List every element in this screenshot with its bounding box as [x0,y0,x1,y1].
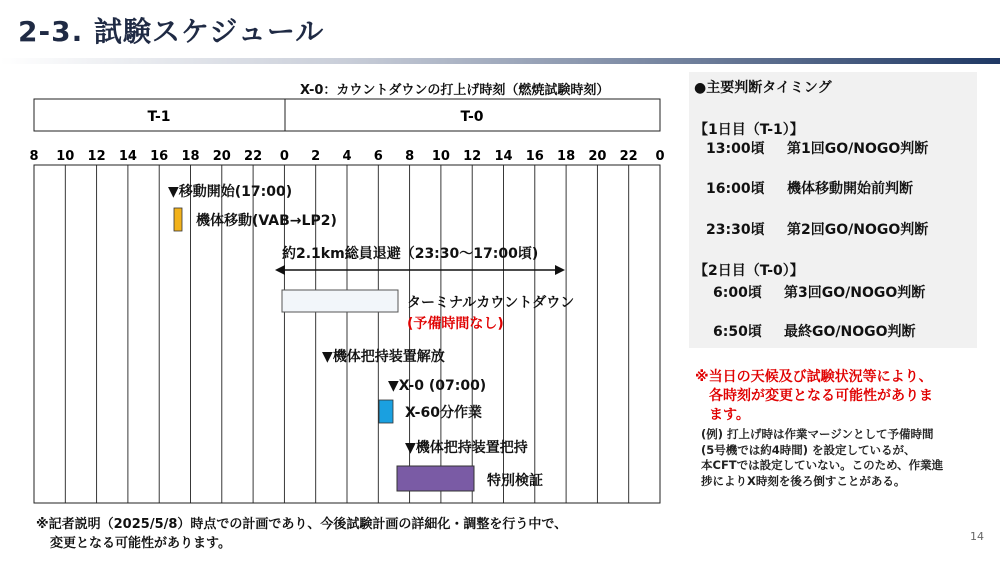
hour-tick-label: 20 [588,149,607,164]
day1-item-text: 機体移動開始前判断 [787,181,913,197]
move-label: 機体移動(VAB→LP2) [196,213,337,229]
example-line: (5号機では約4時間) を設定しているが、 [701,442,916,457]
day2-item-time: 6:50頃 [713,324,762,340]
day1-item-text: 第1回GO/NOGO判断 [787,141,929,157]
countdown-note: (予備時間なし) [407,316,504,332]
warning-line: 各時刻が変更となる可能性がありま [709,388,933,404]
hour-tick-label: 22 [619,149,638,164]
example-line: 捗によりX時刻を後ろ倒すことがある。 [701,473,906,488]
hour-tick-label: 14 [494,149,513,164]
example-line: (例) 打上げ時は作業マージンとして予備時間 [701,427,934,441]
day2-heading: 【2日目（T-0）】 [694,263,804,279]
hour-tick-label: 14 [118,149,137,164]
warning-line: ます。 [709,407,750,423]
countdown-label: ターミナルカウントダウン [407,295,575,311]
day-label-t-0: T-0 [460,109,484,125]
hour-tick-label: 12 [463,149,482,164]
x0-marker: ▼X-0 (07:00) [388,378,487,394]
day1-item-time: 23:30頃 [706,222,765,238]
hour-tick-label: 6 [373,149,383,164]
schedule-change-warning [695,368,933,425]
hour-tick-label: 4 [342,149,352,164]
move-start-marker: ▼移動開始(17:00) [168,184,293,200]
day1-item-time: 16:00頃 [706,181,765,197]
evacuation-label: 約2.1km総員退避（23:30～17:00頃) [282,246,539,262]
hour-tick-label: 20 [212,149,231,164]
day-label-t-1: T-1 [147,109,171,125]
hour-tick-label: 8 [405,149,415,164]
day2-item-text: 最終GO/NOGO判断 [784,324,916,340]
x60-bar [379,400,393,423]
hour-tick-label: 2 [311,149,321,164]
day-header-box [34,99,660,131]
hour-tick-label: 16 [150,149,169,164]
footnote [36,515,567,553]
evacuation-arrow-left-head [275,265,285,275]
x0-definition-note: X-0：カウントダウンの打上げ時刻（燃焼試験時刻） [300,83,610,98]
x60-label: X-60分作業 [405,405,482,421]
example-note [701,427,943,489]
hour-tick-label: 22 [244,149,263,164]
footnote-line: ※記者説明（2025/5/8）時点での計画であり、今後試験計画の詳細化・調整を行う中で、 [36,517,568,532]
hour-tick-label: 16 [525,149,544,164]
hour-tick-label: 8 [29,149,39,164]
hour-tick-label: 0 [279,149,289,164]
move-bar [174,208,182,231]
grid-lines [65,165,628,503]
hour-tick-label: 0 [655,149,665,164]
hour-tick-label: 12 [87,149,106,164]
warning-line: ※当日の天候及び試験状況等により、 [695,369,933,385]
evacuation-arrow-right-head [555,265,565,275]
day2-item-text: 第3回GO/NOGO判断 [784,285,926,301]
hour-tick-label: 18 [557,149,576,164]
day1-heading: 【1日目（T-1）】 [694,122,804,138]
hour-tick-label: 18 [181,149,200,164]
countdown-bar [282,290,398,312]
day1-item-time: 13:00頃 [706,141,765,157]
decision-timing-title: ●主要判断タイミング [694,80,832,96]
example-line: 本CFTでは設定していない。このため、作業進 [701,458,944,472]
decision-timing-panel [689,72,977,348]
day2-item-time: 6:00頃 [713,285,762,301]
page-number: 14 [970,530,984,543]
hour-tick-label: 10 [56,149,75,164]
footnote-line: 変更となる可能性があります。 [50,536,231,551]
slide-title: 2-3. 試験スケジュール [18,15,325,48]
day1-item-text: 第2回GO/NOGO判断 [787,222,929,238]
hold-marker: ▼機体把持装置把持 [405,440,528,456]
hour-tick-labels [29,149,664,164]
special-verification-label: 特別検証 [487,473,543,489]
hour-tick-label: 10 [431,149,450,164]
release-marker: ▼機体把持装置解放 [322,349,445,365]
special-verification-bar [397,466,474,491]
